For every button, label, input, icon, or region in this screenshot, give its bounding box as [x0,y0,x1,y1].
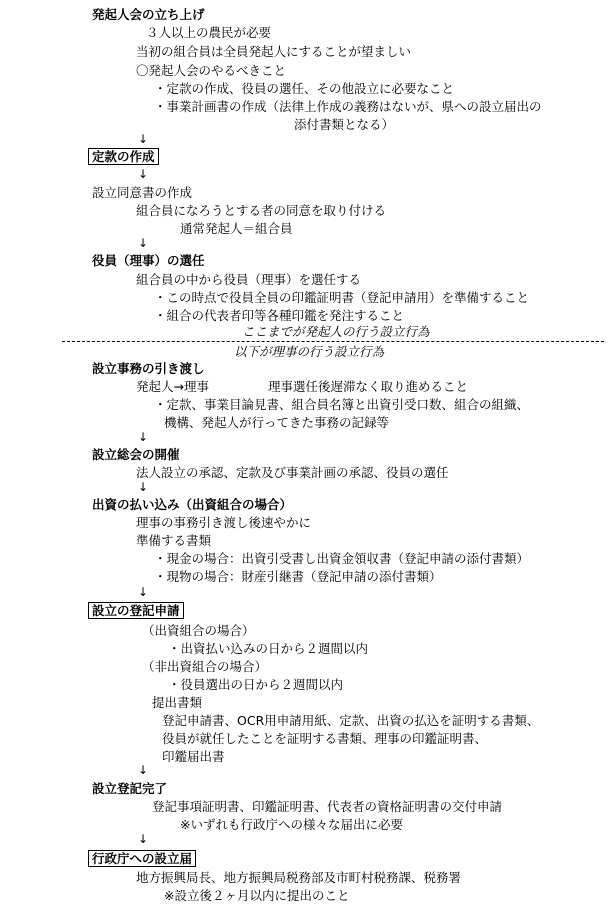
step-title-capital-payment: 出資の払い込み（出資組合の場合） [92,497,293,512]
down-arrow-icon: ↓ [138,236,149,250]
step-title-articles [92,149,159,164]
step-line: 理事の事務引き渡し後速やかに [136,515,312,530]
step-line: ・定款、事業目論見書、組合員名簿と出資引受口数、組合の組織、 [154,397,530,412]
step-line: ３人以上の農民が必要 [146,25,272,40]
down-arrow-icon: ↓ [138,763,149,777]
step-title-founders-meeting: 発起人会の立ち上げ [92,7,205,22]
step-line: 登記事項証明書、印鑑証明書、代表者の資格証明書の交付申請 [152,799,503,814]
step-line: 役員が就任したことを証明する書類、理事の印鑑証明書、 [162,731,488,746]
down-arrow-icon: ↓ [138,167,149,181]
step-line: ・出資払い込みの日から２週間以内 [168,641,369,656]
step-line: 発起人→理事 [136,379,209,394]
step-line: 法人設立の承認、定款及び事業計画の承認、役員の選任 [136,465,449,480]
down-arrow-icon: ↓ [138,430,149,444]
step-title-registration-complete: 設立登記完了 [92,781,168,796]
step-line: 組合員の中から役員（理事）を選任する [136,272,362,287]
divider-label-above: ここまでが発起人の行う設立行為 [242,324,430,339]
step-line: （出資組合の場合） [142,623,255,638]
down-arrow-icon: ↓ [138,832,149,846]
step-line: 印鑑届出書 [162,749,225,764]
boxed-title: 定款の作成 [88,148,159,165]
step-line: ・この時点で役員全員の印鑑証明書（登記申請用）を準備すること [154,290,530,305]
step-line: （非出資組合の場合） [142,659,268,674]
step-line: ・定款の作成、役員の選任、その他設立に必要なこと [154,81,455,96]
step-line: 登記申請書、OCR用申請用紙、定款、出資の払込を証明する書類、 [162,713,540,728]
step-title-officer-election: 役員（理事）の選任 [92,253,205,268]
boxed-title: 設立の登記申請 [88,602,184,619]
step-line: 提出書類 [152,695,203,710]
step-title-general-meeting: 設立総会の開催 [92,447,180,462]
step-line: ・役員選出の日から２週間以内 [168,677,344,692]
step-line: ※いずれも行政庁への様々な届出に必要 [180,817,403,832]
step-line: ※設立後２ヶ月以内に提出のこと [164,888,350,903]
step-line: ・組合の代表者印等各種印鑑を発注すること [154,308,405,323]
down-arrow-icon: ↓ [138,132,149,146]
down-arrow-icon: ↓ [138,480,149,494]
divider-label-below: 以下が理事の行う設立行為 [234,344,385,359]
step-line: 組合員になろうとする者の同意を取り付ける [136,203,387,218]
step-line: ・現金の場合：出資引受書し出資金領収書（登記申請の添付書類） [154,551,530,566]
step-line: 〇発起人会のやるべきこと [136,63,287,78]
down-arrow-icon: ↓ [138,585,149,599]
step-line: 地方振興局長、地方振興局税務部及市町村税務課、税務署 [136,870,462,885]
step-line: 理事選任後遅滞なく取り進めること [268,379,469,394]
boxed-title: 行政庁への設立届 [88,850,196,867]
step-title-consent-form: 設立同意書の作成 [92,185,193,200]
step-line: ・事業計画書の作成（法律上作成の義務はないが、県への設立届出の [154,99,542,114]
step-line: 通常発起人＝組合員 [180,221,293,236]
step-line: ・現物の場合：財産引継書（登記申請の添付書類） [154,569,442,584]
step-title-notification [92,851,196,866]
step-line: 機構、発起人が行ってきた事務の記録等 [164,415,390,430]
step-line: 当初の組合員は全員発起人にすることが望ましい [136,44,412,59]
step-title-registration [92,603,184,618]
step-title-handover: 設立事務の引き渡し [92,361,205,376]
step-line: 添付書類となる） [294,117,395,132]
dashed-divider [62,341,604,342]
step-line: 準備する書類 [136,533,212,548]
